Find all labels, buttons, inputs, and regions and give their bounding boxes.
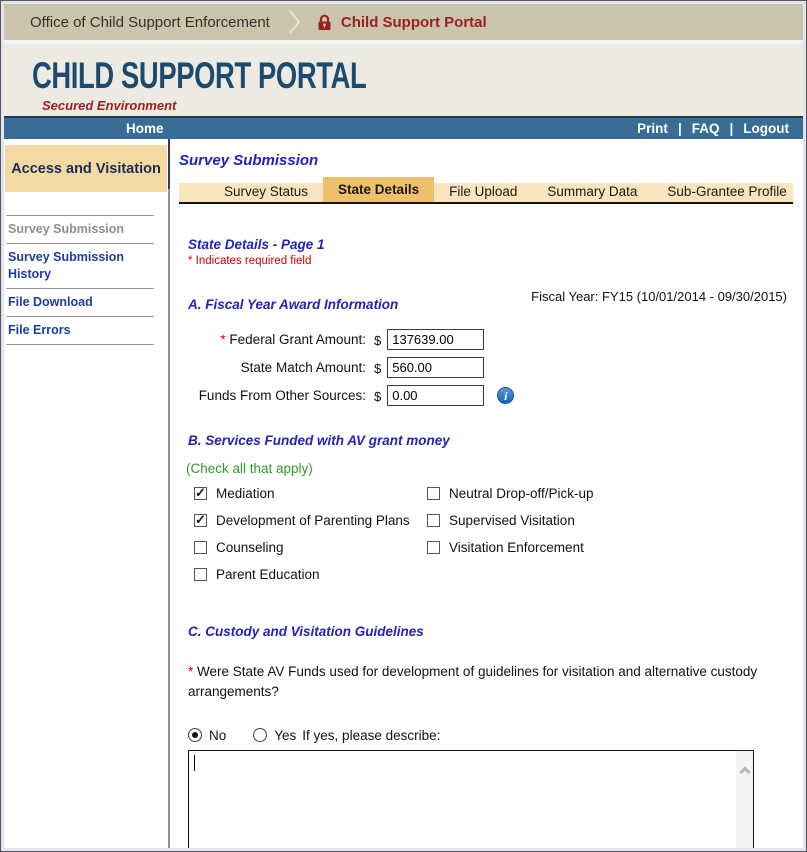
counseling-checkbox[interactable] — [194, 541, 207, 554]
breadcrumb — [4, 4, 803, 40]
sidebar — [4, 139, 168, 848]
body — [4, 139, 803, 848]
dollar-sign: $ — [374, 333, 382, 348]
mediation-checkbox[interactable] — [194, 487, 207, 500]
tab-survey-status[interactable]: Survey Status — [224, 184, 309, 199]
nav-separator: | — [729, 121, 734, 136]
checkbox-label: Visitation Enforcement — [449, 540, 584, 555]
award-fields — [188, 329, 793, 406]
federal-grant-label — [188, 332, 366, 347]
services-left-column — [194, 486, 427, 582]
dollar-sign: $ — [374, 361, 382, 376]
federal-grant-row — [188, 329, 793, 350]
state-match-row — [188, 357, 793, 378]
yes-radio[interactable] — [253, 728, 267, 742]
nav-faq-link[interactable]: FAQ — [691, 121, 720, 136]
textarea-scrollbar[interactable] — [736, 751, 753, 849]
supervised-visitation-checkbox[interactable] — [427, 514, 440, 527]
checkbox-label: Counseling — [216, 540, 284, 555]
other-sources-label — [188, 388, 366, 403]
service-option — [427, 513, 594, 528]
check-all-hint: (Check all that apply) — [186, 461, 313, 476]
sidebar-item-survey-submission-history[interactable]: Survey Submission History — [6, 244, 154, 289]
guidelines-radio-group — [188, 728, 793, 743]
text-caret — [194, 755, 195, 771]
describe-textarea[interactable] — [189, 751, 753, 849]
breadcrumb-current[interactable]: Child Support Portal — [340, 13, 487, 31]
required-marker: * — [188, 664, 194, 679]
lock-icon — [317, 14, 332, 31]
no-radio[interactable] — [188, 728, 202, 742]
services-checkbox-grid — [194, 486, 793, 582]
dollar-sign: $ — [374, 389, 382, 404]
service-option — [194, 513, 427, 528]
service-option — [194, 540, 427, 555]
section-b-title: B. Services Funded with AV grant money — [188, 433, 450, 448]
section-a-header — [188, 289, 793, 312]
neutral-dropoff-checkbox[interactable] — [427, 487, 440, 500]
service-option — [427, 486, 594, 501]
page-subtitle: State Details - Page 1 — [188, 237, 325, 252]
field-label: Funds From Other Sources: — [198, 388, 366, 403]
question-text: Were State AV Funds used for development of guidelines for visitation and alternative custody arrangements? — [188, 664, 758, 700]
tab-summary-data[interactable]: Summary Data — [547, 184, 638, 199]
page-heading: Survey Submission — [179, 152, 319, 169]
describe-textarea-frame — [188, 750, 754, 849]
nav-separator: | — [677, 121, 682, 136]
checkbox-label: Supervised Visitation — [449, 513, 575, 528]
other-sources-input[interactable] — [387, 385, 484, 406]
state-match-input[interactable] — [387, 357, 484, 378]
section-c-title: C. Custody and Visitation Guidelines — [188, 624, 424, 639]
required-marker: * — [220, 332, 226, 347]
nav-print-link[interactable]: Print — [637, 121, 668, 136]
page-frame — [4, 4, 803, 848]
state-match-label — [188, 360, 366, 375]
site-subtitle: Secured Environment — [42, 98, 177, 113]
tab-sub-grantee-profile[interactable]: Sub-Grantee Profile — [667, 184, 787, 199]
sidebar-item-file-errors[interactable]: File Errors — [6, 317, 154, 345]
sidebar-item-survey-submission: Survey Submission — [6, 216, 154, 244]
service-option — [194, 567, 427, 582]
checkbox-label: Development of Parenting Plans — [216, 513, 410, 528]
field-label: State Match Amount: — [240, 360, 366, 375]
breadcrumb-root-link[interactable]: Office of Child Support Enforcement — [30, 13, 270, 31]
checkbox-label: Neutral Drop-off/Pick-up — [449, 486, 594, 501]
sidebar-menu — [6, 215, 154, 345]
nav-home-link[interactable]: Home — [126, 121, 164, 136]
info-icon[interactable]: i — [497, 387, 514, 404]
nav-utility-links — [637, 121, 789, 136]
checkbox-label: Mediation — [216, 486, 275, 501]
masthead — [4, 44, 803, 116]
tab-bar — [179, 183, 793, 204]
scroll-up-icon[interactable] — [739, 766, 750, 777]
parenting-plans-checkbox[interactable] — [194, 514, 207, 527]
other-sources-row — [188, 385, 793, 406]
describe-prompt: If yes, please describe: — [302, 727, 441, 743]
no-radio-label: No — [209, 727, 227, 743]
form-content — [188, 237, 793, 848]
fiscal-year-label: Fiscal Year: FY15 (10/01/2014 - 09/30/2015) — [531, 289, 787, 304]
sidebar-title: Access and Visitation — [5, 145, 167, 192]
federal-grant-input[interactable] — [387, 329, 484, 350]
site-title: CHILD SUPPORT PORTAL — [32, 55, 367, 96]
services-right-column — [427, 486, 594, 582]
visitation-enforcement-checkbox[interactable] — [427, 541, 440, 554]
section-b — [188, 433, 793, 582]
tab-state-details[interactable]: State Details — [323, 177, 434, 202]
checkbox-label: Parent Education — [216, 567, 320, 582]
top-nav — [4, 116, 803, 139]
sidebar-item-file-download[interactable]: File Download — [6, 289, 154, 317]
parent-education-checkbox[interactable] — [194, 568, 207, 581]
nav-logout-link[interactable]: Logout — [743, 121, 789, 136]
yes-radio-label: Yes — [274, 727, 297, 743]
tab-file-upload[interactable]: File Upload — [449, 184, 518, 199]
chevron-right-icon — [288, 8, 301, 36]
service-option — [427, 540, 594, 555]
main-content — [170, 139, 803, 848]
required-field-note: * Indicates required field — [188, 255, 312, 267]
section-a-title: A. Fiscal Year Award Information — [188, 297, 399, 312]
field-label: Federal Grant Amount: — [229, 332, 366, 347]
service-option — [194, 486, 427, 501]
guidelines-question — [188, 662, 788, 703]
section-c — [188, 624, 793, 848]
